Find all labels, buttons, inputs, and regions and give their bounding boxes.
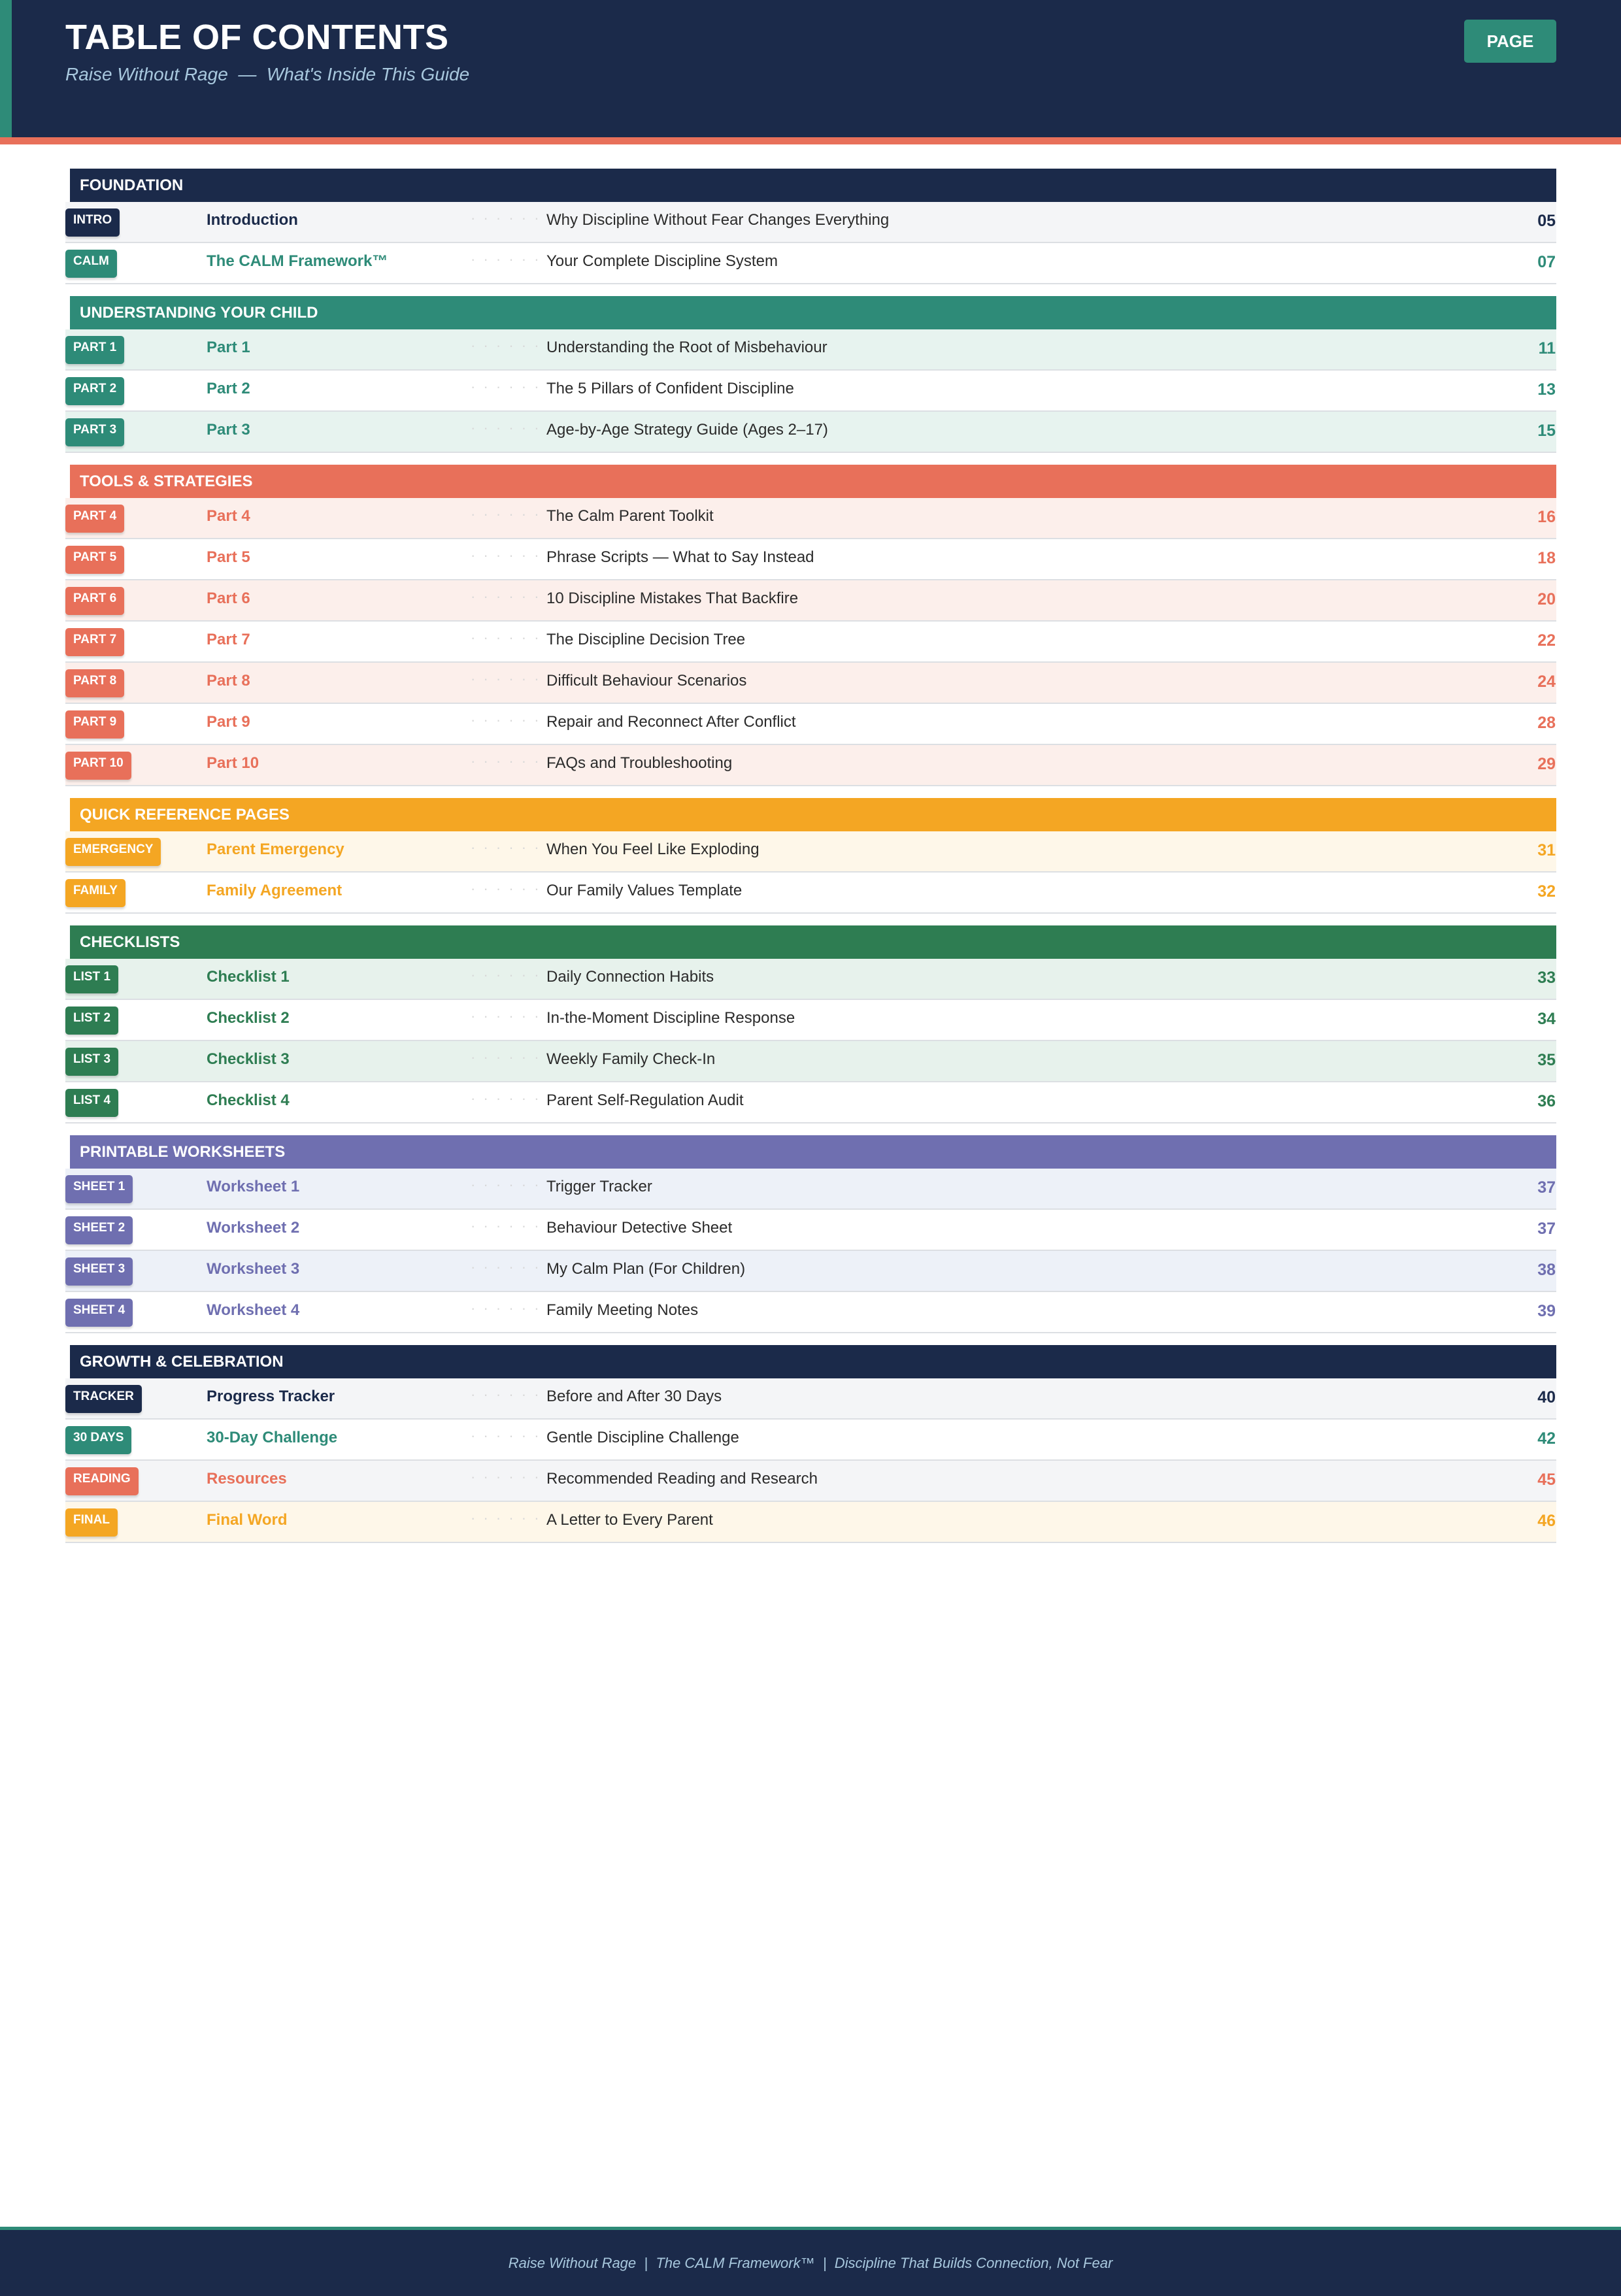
dot-leader: · · · · · · — [471, 1469, 541, 1485]
entry-badge: PART 2 — [65, 377, 124, 405]
entry-description: Before and After 30 Days — [546, 1388, 722, 1405]
entry-title[interactable]: Progress Tracker — [207, 1388, 335, 1405]
entry-badge: LIST 2 — [65, 1007, 118, 1035]
page-number[interactable]: 45 — [1537, 1471, 1556, 1489]
page-column-badge: PAGE — [1464, 20, 1556, 63]
entry-title[interactable]: 30-Day Challenge — [207, 1429, 338, 1446]
dot-leader: · · · · · · — [471, 251, 541, 267]
page-number[interactable]: 42 — [1537, 1429, 1556, 1448]
entry-title[interactable]: Checklist 1 — [207, 968, 290, 986]
page-number[interactable]: 40 — [1537, 1388, 1556, 1406]
entry-badge: EMERGENCY — [65, 838, 161, 866]
entry-badge: INTRO — [65, 208, 120, 237]
toc-entry-row[interactable] — [65, 873, 1556, 914]
entry-title[interactable]: Worksheet 1 — [207, 1178, 300, 1195]
entry-description: Family Meeting Notes — [546, 1301, 699, 1319]
entry-title[interactable]: Part 9 — [207, 713, 250, 731]
page-number[interactable]: 16 — [1537, 508, 1556, 526]
section-heading: UNDERSTANDING YOUR CHILD — [70, 296, 1556, 329]
entry-description: Why Discipline Without Fear Changes Everything — [546, 211, 890, 229]
entry-badge: LIST 4 — [65, 1089, 118, 1117]
section-heading: PRINTABLE WORKSHEETS — [70, 1135, 1556, 1169]
entry-title[interactable]: Parent Emergency — [207, 840, 344, 858]
entry-description: Recommended Reading and Research — [546, 1470, 818, 1488]
dot-leader: · · · · · · — [471, 378, 541, 395]
page-number[interactable]: 15 — [1537, 422, 1556, 440]
entry-description: Behaviour Detective Sheet — [546, 1219, 733, 1237]
page-number[interactable]: 39 — [1537, 1302, 1556, 1320]
entry-title[interactable]: The CALM Framework™ — [207, 252, 388, 270]
entry-title[interactable]: Part 3 — [207, 421, 250, 439]
dot-leader: · · · · · · — [471, 588, 541, 605]
footer-banner — [0, 2227, 1621, 2296]
entry-description: A Letter to Every Parent — [546, 1511, 713, 1529]
page-number[interactable]: 20 — [1537, 590, 1556, 608]
entry-title[interactable]: Checklist 4 — [207, 1091, 290, 1109]
entry-description: FAQs and Troubleshooting — [546, 754, 733, 772]
toc-section — [65, 296, 1556, 453]
entry-badge: READING — [65, 1467, 139, 1495]
entry-title[interactable]: Worksheet 4 — [207, 1301, 300, 1319]
header-accent-stripe — [0, 0, 12, 137]
entry-badge: 30 DAYS — [65, 1426, 131, 1454]
page-number[interactable]: 32 — [1537, 882, 1556, 901]
dot-leader: · · · · · · — [471, 629, 541, 646]
entry-badge: PART 9 — [65, 710, 124, 739]
entry-title[interactable]: Family Agreement — [207, 882, 343, 899]
dot-leader: · · · · · · — [471, 1259, 541, 1275]
entry-badge: TRACKER — [65, 1385, 142, 1413]
dot-leader: · · · · · · — [471, 337, 541, 354]
page-subtitle: Raise Without Rage — What's Inside This Guide — [65, 64, 470, 84]
toc-entry-row[interactable] — [65, 1378, 1556, 1420]
toc-entry-row[interactable] — [65, 243, 1556, 284]
header-banner — [0, 0, 1621, 137]
section-heading: CHECKLISTS — [70, 925, 1556, 959]
footer-text: Raise Without Rage | The CALM Framework™ | Discipline That Builds Connection, Not Fear — [508, 2254, 1113, 2271]
entry-title[interactable]: Part 5 — [207, 548, 250, 566]
toc-entry-row[interactable] — [65, 539, 1556, 580]
dot-leader: · · · · · · — [471, 1049, 541, 1065]
page-number[interactable]: 28 — [1537, 714, 1556, 732]
toc-entry-row[interactable] — [65, 959, 1556, 1000]
entry-badge: SHEET 2 — [65, 1216, 133, 1244]
dot-leader: · · · · · · — [471, 1510, 541, 1526]
entry-description: Trigger Tracker — [546, 1178, 652, 1195]
table-of-contents — [65, 169, 1556, 1555]
toc-entry-row[interactable] — [65, 412, 1556, 453]
entry-description: 10 Discipline Mistakes That Backfire — [546, 590, 799, 607]
toc-entry-row[interactable] — [65, 202, 1556, 243]
toc-entry-row[interactable] — [65, 329, 1556, 371]
page-number[interactable]: 07 — [1537, 253, 1556, 271]
entry-description: Weekly Family Check-In — [546, 1050, 716, 1068]
toc-entry-row[interactable] — [65, 371, 1556, 412]
toc-entry-row[interactable] — [65, 1041, 1556, 1082]
dot-leader: · · · · · · — [471, 420, 541, 436]
page-number[interactable]: 05 — [1537, 212, 1556, 230]
entry-description: Gentle Discipline Challenge — [546, 1429, 739, 1446]
page-number[interactable]: 46 — [1537, 1512, 1556, 1530]
entry-description: Understanding the Root of Misbehaviour — [546, 339, 827, 356]
dot-leader: · · · · · · — [471, 210, 541, 226]
page-number[interactable]: 37 — [1537, 1178, 1556, 1197]
dot-leader: · · · · · · — [471, 712, 541, 728]
page-number[interactable]: 24 — [1537, 673, 1556, 691]
entry-title[interactable]: Resources — [207, 1470, 287, 1488]
page-number[interactable]: 36 — [1537, 1092, 1556, 1110]
header-accent-rule — [0, 137, 1621, 144]
entry-title[interactable]: Part 1 — [207, 339, 250, 356]
toc-entry-row[interactable] — [65, 663, 1556, 704]
section-heading: GROWTH & CELEBRATION — [70, 1345, 1556, 1378]
entry-description: Repair and Reconnect After Conflict — [546, 713, 796, 731]
entry-badge: SHEET 3 — [65, 1257, 133, 1286]
entry-badge: SHEET 4 — [65, 1299, 133, 1327]
page-number[interactable]: 22 — [1537, 631, 1556, 650]
entry-badge: PART 8 — [65, 669, 124, 697]
entry-badge: PART 6 — [65, 587, 124, 615]
entry-title[interactable]: Part 10 — [207, 754, 259, 772]
dot-leader: · · · · · · — [471, 1300, 541, 1316]
entry-badge: FINAL — [65, 1508, 118, 1537]
entry-description: The 5 Pillars of Confident Discipline — [546, 380, 794, 397]
entry-badge: PART 1 — [65, 336, 124, 364]
page-number[interactable]: 35 — [1537, 1051, 1556, 1069]
toc-entry-row[interactable] — [65, 1292, 1556, 1333]
page-number[interactable]: 34 — [1537, 1010, 1556, 1028]
dot-leader: · · · · · · — [471, 506, 541, 522]
section-heading: FOUNDATION — [70, 169, 1556, 202]
toc-entry-row[interactable] — [65, 622, 1556, 663]
dot-leader: · · · · · · — [471, 1427, 541, 1444]
entry-badge: SHEET 1 — [65, 1175, 133, 1203]
page-title: TABLE OF CONTENTS — [65, 18, 449, 57]
entry-title[interactable]: Part 8 — [207, 672, 250, 690]
entry-badge: LIST 1 — [65, 965, 118, 993]
toc-section — [65, 1345, 1556, 1543]
toc-section — [65, 465, 1556, 786]
entry-description: Our Family Values Template — [546, 882, 743, 899]
entry-badge: PART 10 — [65, 752, 131, 780]
entry-description: My Calm Plan (For Children) — [546, 1260, 746, 1278]
entry-title[interactable]: Part 7 — [207, 631, 250, 648]
entry-title[interactable]: Worksheet 3 — [207, 1260, 300, 1278]
dot-leader: · · · · · · — [471, 1090, 541, 1106]
dot-leader: · · · · · · — [471, 671, 541, 687]
entry-badge: PART 5 — [65, 546, 124, 574]
entry-title[interactable]: Worksheet 2 — [207, 1219, 300, 1237]
page-number[interactable]: 13 — [1537, 380, 1556, 399]
toc-entry-row[interactable] — [65, 1420, 1556, 1461]
page-number[interactable]: 38 — [1537, 1261, 1556, 1279]
entry-description: Parent Self-Regulation Audit — [546, 1091, 744, 1109]
entry-description: Difficult Behaviour Scenarios — [546, 672, 747, 690]
dot-leader: · · · · · · — [471, 1176, 541, 1193]
toc-section — [65, 798, 1556, 914]
entry-badge: FAMILY — [65, 879, 125, 907]
entry-description: Phrase Scripts — What to Say Instead — [546, 548, 814, 566]
dot-leader: · · · · · · — [471, 880, 541, 897]
entry-title[interactable]: Part 6 — [207, 590, 250, 607]
entry-description: In-the-Moment Discipline Response — [546, 1009, 795, 1027]
dot-leader: · · · · · · — [471, 1008, 541, 1024]
page-number[interactable]: 37 — [1537, 1220, 1556, 1238]
toc-section — [65, 925, 1556, 1123]
section-heading: QUICK REFERENCE PAGES — [70, 798, 1556, 831]
entry-title[interactable]: Introduction — [207, 211, 298, 229]
entry-title[interactable]: Part 4 — [207, 507, 250, 525]
entry-description: Your Complete Discipline System — [546, 252, 778, 270]
toc-entry-row[interactable] — [65, 704, 1556, 745]
toc-section — [65, 169, 1556, 284]
dot-leader: · · · · · · — [471, 1386, 541, 1403]
entry-description: The Calm Parent Toolkit — [546, 507, 714, 525]
entry-badge: LIST 3 — [65, 1048, 118, 1076]
dot-leader: · · · · · · — [471, 967, 541, 983]
page-number[interactable]: 29 — [1537, 755, 1556, 773]
section-heading: TOOLS & STRATEGIES — [70, 465, 1556, 498]
entry-badge: PART 3 — [65, 418, 124, 446]
dot-leader: · · · · · · — [471, 753, 541, 769]
toc-section — [65, 1135, 1556, 1333]
toc-entry-row[interactable] — [65, 745, 1556, 786]
toc-entry-row[interactable] — [65, 1000, 1556, 1041]
toc-entry-row[interactable] — [65, 1082, 1556, 1123]
entry-title[interactable]: Checklist 2 — [207, 1009, 290, 1027]
dot-leader: · · · · · · — [471, 839, 541, 856]
toc-entry-row[interactable] — [65, 1502, 1556, 1543]
page-number[interactable]: 31 — [1537, 841, 1556, 859]
entry-badge: CALM — [65, 250, 117, 278]
toc-entry-row[interactable] — [65, 831, 1556, 873]
dot-leader: · · · · · · — [471, 547, 541, 563]
toc-entry-row[interactable] — [65, 1210, 1556, 1251]
entry-badge: PART 7 — [65, 628, 124, 656]
toc-entry-row[interactable] — [65, 1251, 1556, 1292]
dot-leader: · · · · · · — [471, 1218, 541, 1234]
entry-description: The Discipline Decision Tree — [546, 631, 746, 648]
page-number[interactable]: 33 — [1537, 969, 1556, 987]
toc-entry-row[interactable] — [65, 1169, 1556, 1210]
entry-title[interactable]: Final Word — [207, 1511, 288, 1529]
toc-entry-row[interactable] — [65, 580, 1556, 622]
entry-description: Age-by-Age Strategy Guide (Ages 2–17) — [546, 421, 828, 439]
page-number[interactable]: 18 — [1537, 549, 1556, 567]
entry-description: Daily Connection Habits — [546, 968, 714, 986]
toc-entry-row[interactable] — [65, 1461, 1556, 1502]
entry-title[interactable]: Checklist 3 — [207, 1050, 290, 1068]
entry-description: When You Feel Like Exploding — [546, 840, 760, 858]
toc-entry-row[interactable] — [65, 498, 1556, 539]
entry-title[interactable]: Part 2 — [207, 380, 250, 397]
page-number[interactable]: 11 — [1538, 339, 1556, 358]
entry-badge: PART 4 — [65, 505, 124, 533]
